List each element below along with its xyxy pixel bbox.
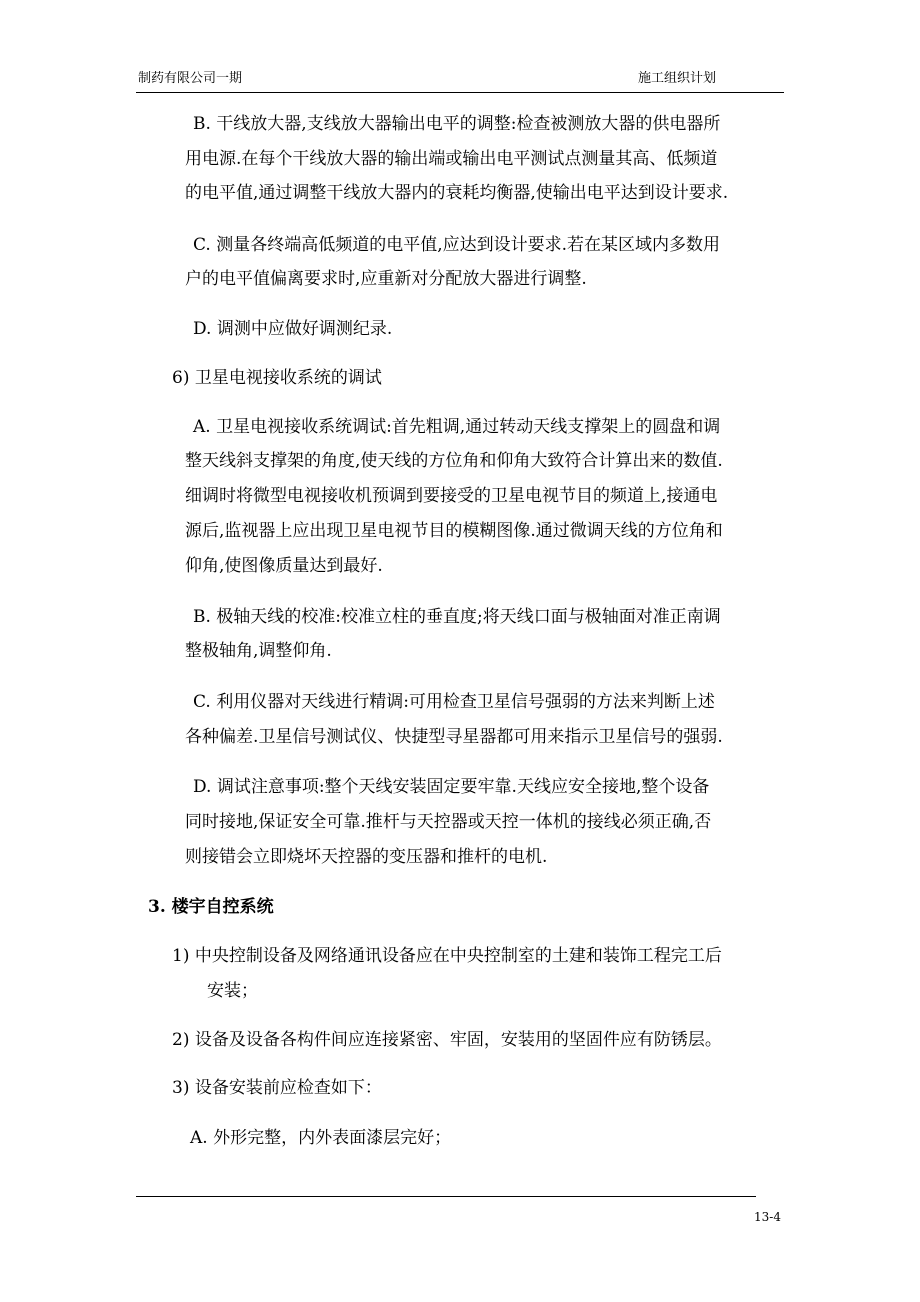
paragraph-line: C. 利用仪器对天线进行精调:可用检查卫星信号强弱的方法来判断上述 xyxy=(193,692,715,712)
header-company: 制药有限公司一期 xyxy=(138,71,243,86)
paragraph-line: 的电平值,通过调整干线放大器内的衰耗均衡器,使输出电平达到设计要求. xyxy=(185,183,729,203)
paragraph-line: C. 测量各终端高低频道的电平值,应达到设计要求.若在某区域内多数用 xyxy=(193,235,721,255)
paragraph-line: D. 调试注意事项:整个天线安装固定要牢靠.天线应安全接地,整个设备 xyxy=(193,777,710,797)
chapter-heading: 3. 楼宇自控系统 xyxy=(148,897,274,917)
paragraph-line: 户的电平值偏离要求时,应重新对分配放大器进行调整. xyxy=(185,269,587,289)
sub-list-item: A. 外形完整，内外表面漆层完好； xyxy=(190,1128,452,1148)
section-heading: 6) 卫星电视接收系统的调试 xyxy=(172,368,382,388)
list-item: 1) 中央控制设备及网络通讯设备应在中央控制室的土建和装饰工程完工后 xyxy=(172,946,722,966)
paragraph-line: 整天线斜支撑架的角度,使天线的方位角和仰角大致符合计算出来的数值. xyxy=(185,451,723,471)
page-number: 13-4 xyxy=(754,1210,781,1224)
header-document-title: 施工组织计划 xyxy=(638,71,717,86)
paragraph-line: 各种偏差.卫星信号测试仪、快捷型寻星器都可用来指示卫星信号的强弱. xyxy=(185,727,723,747)
paragraph-line: B. 极轴天线的校准:校准立柱的垂直度;将天线口面与极轴面对准正南调 xyxy=(193,607,721,627)
list-item: 2) 设备及设备各构件间应连接紧密、牢固，安装用的坚固件应有防锈层。 xyxy=(172,1030,722,1050)
paragraph-line: 整极轴角,调整仰角. xyxy=(185,641,332,661)
paragraph-line: A. 卫星电视接收系统调试:首先粗调,通过转动天线支撑架上的圆盘和调 xyxy=(193,417,721,437)
paragraph-line: 同时接地,保证安全可靠.推杆与天控器或天控一体机的接线必须正确,否 xyxy=(185,812,712,832)
paragraph-line: 细调时将微型电视接收机预调到要接受的卫星电视节目的频道上,接通电 xyxy=(185,486,718,506)
header-divider xyxy=(136,92,784,93)
paragraph-line: D. 调测中应做好调测纪录. xyxy=(193,319,393,339)
paragraph-line: B. 干线放大器,支线放大器输出电平的调整:检查被测放大器的供电器所 xyxy=(193,114,721,134)
footer-divider xyxy=(136,1196,756,1197)
paragraph-line: 则接错会立即烧坏天控器的变压器和推杆的电机. xyxy=(185,847,548,867)
paragraph-line: 用电源.在每个干线放大器的输出端或输出电平测试点测量其高、低频道 xyxy=(185,149,718,169)
list-item-continuation: 安装； xyxy=(207,981,258,1001)
list-item: 3) 设备安装前应检查如下： xyxy=(172,1078,382,1098)
paragraph-line: 源后,监视器上应出现卫星电视节目的模糊图像.通过微调天线的方位角和 xyxy=(185,521,723,541)
paragraph-line: 仰角,使图像质量达到最好. xyxy=(185,556,383,576)
